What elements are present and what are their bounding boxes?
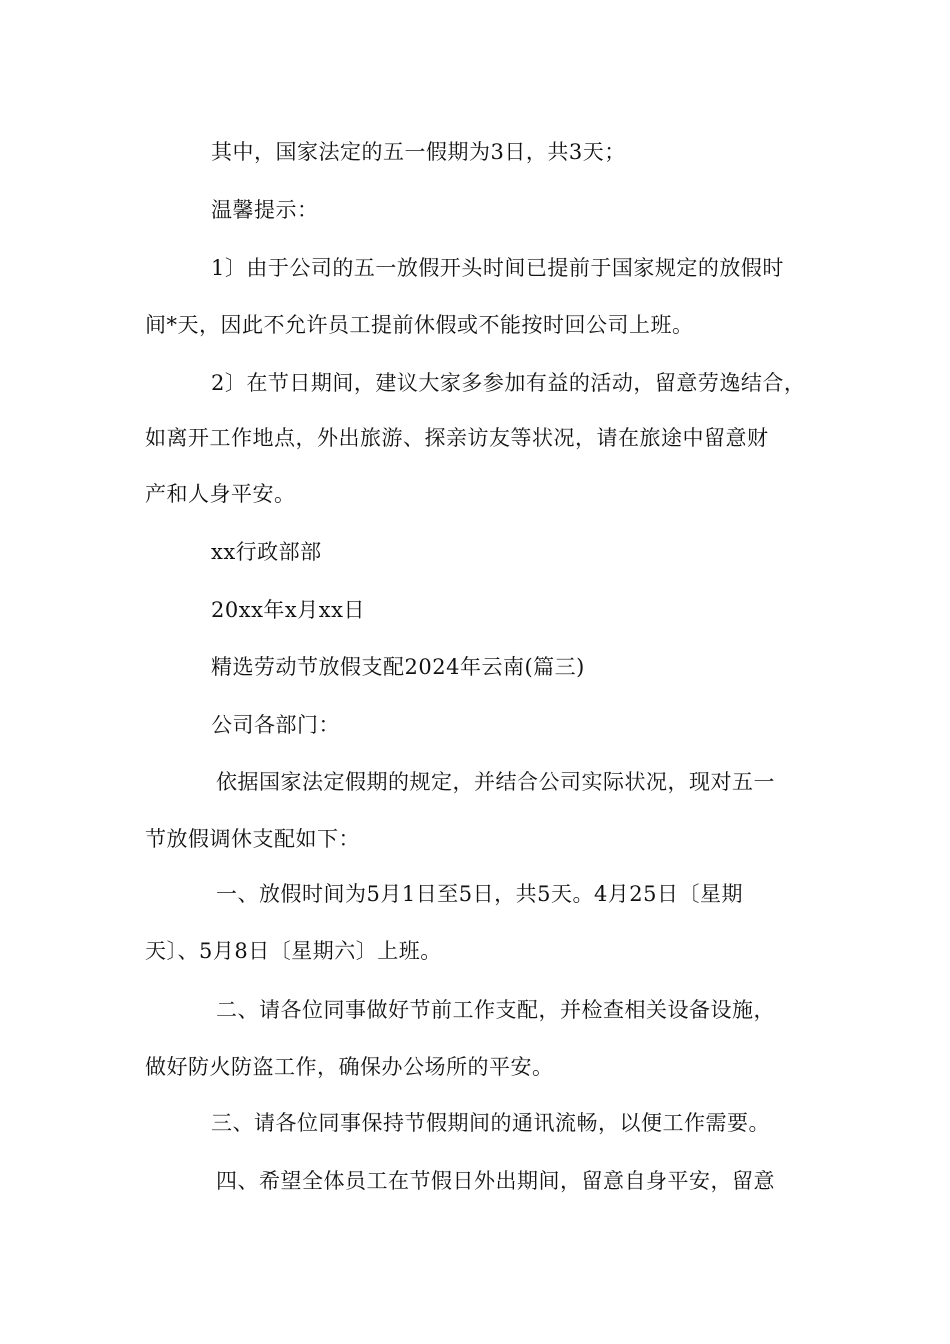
signature-department: xx行政部部 [211,540,322,564]
paragraph-line: 天〕、5月8日〔星期六〕上班。 [145,939,442,963]
paragraph-line: 产和人身平安。 [145,482,296,506]
paragraph-line: 其中，国家法定的五一假期为3日，共3天； [211,140,626,164]
paragraph-line: 1〕由于公司的五一放假开头时间已提前于国家规定的放假时 [211,256,784,280]
paragraph-line: 2〕在节日期间，建议大家多参加有益的活动，留意劳逸结合， [211,371,806,395]
paragraph-line: 节放假调休支配如下： [145,827,360,851]
paragraph-line: 一、放假时间为5月1日至5日，共5天。4月25日〔星期 [216,882,744,906]
paragraph-line: 依据国家法定假期的规定，并结合公司实际状况，现对五一 [216,770,775,794]
paragraph-line: 做好防火防盗工作，确保办公场所的平安。 [145,1055,554,1079]
paragraph-line: 如离开工作地点，外出旅游、探亲访友等状况，请在旅途中留意财 [145,426,769,450]
signature-date: 20xx年x月xx日 [211,598,365,622]
paragraph-line: 四、希望全体员工在节假日外出期间，留意自身平安，留意 [216,1169,775,1193]
paragraph-line: 二、请各位同事做好节前工作支配，并检查相关设备设施， [216,998,775,1022]
salutation: 公司各部门： [211,713,340,737]
paragraph-line: 温馨提示： [211,198,319,222]
paragraph-line: 间*天，因此不允许员工提前休假或不能按时回公司上班。 [145,313,694,337]
paragraph-line: 三、请各位同事保持节假期间的通讯流畅，以便工作需要。 [211,1111,770,1135]
section-heading: 精选劳动节放假支配2024年云南(篇三) [211,655,585,679]
